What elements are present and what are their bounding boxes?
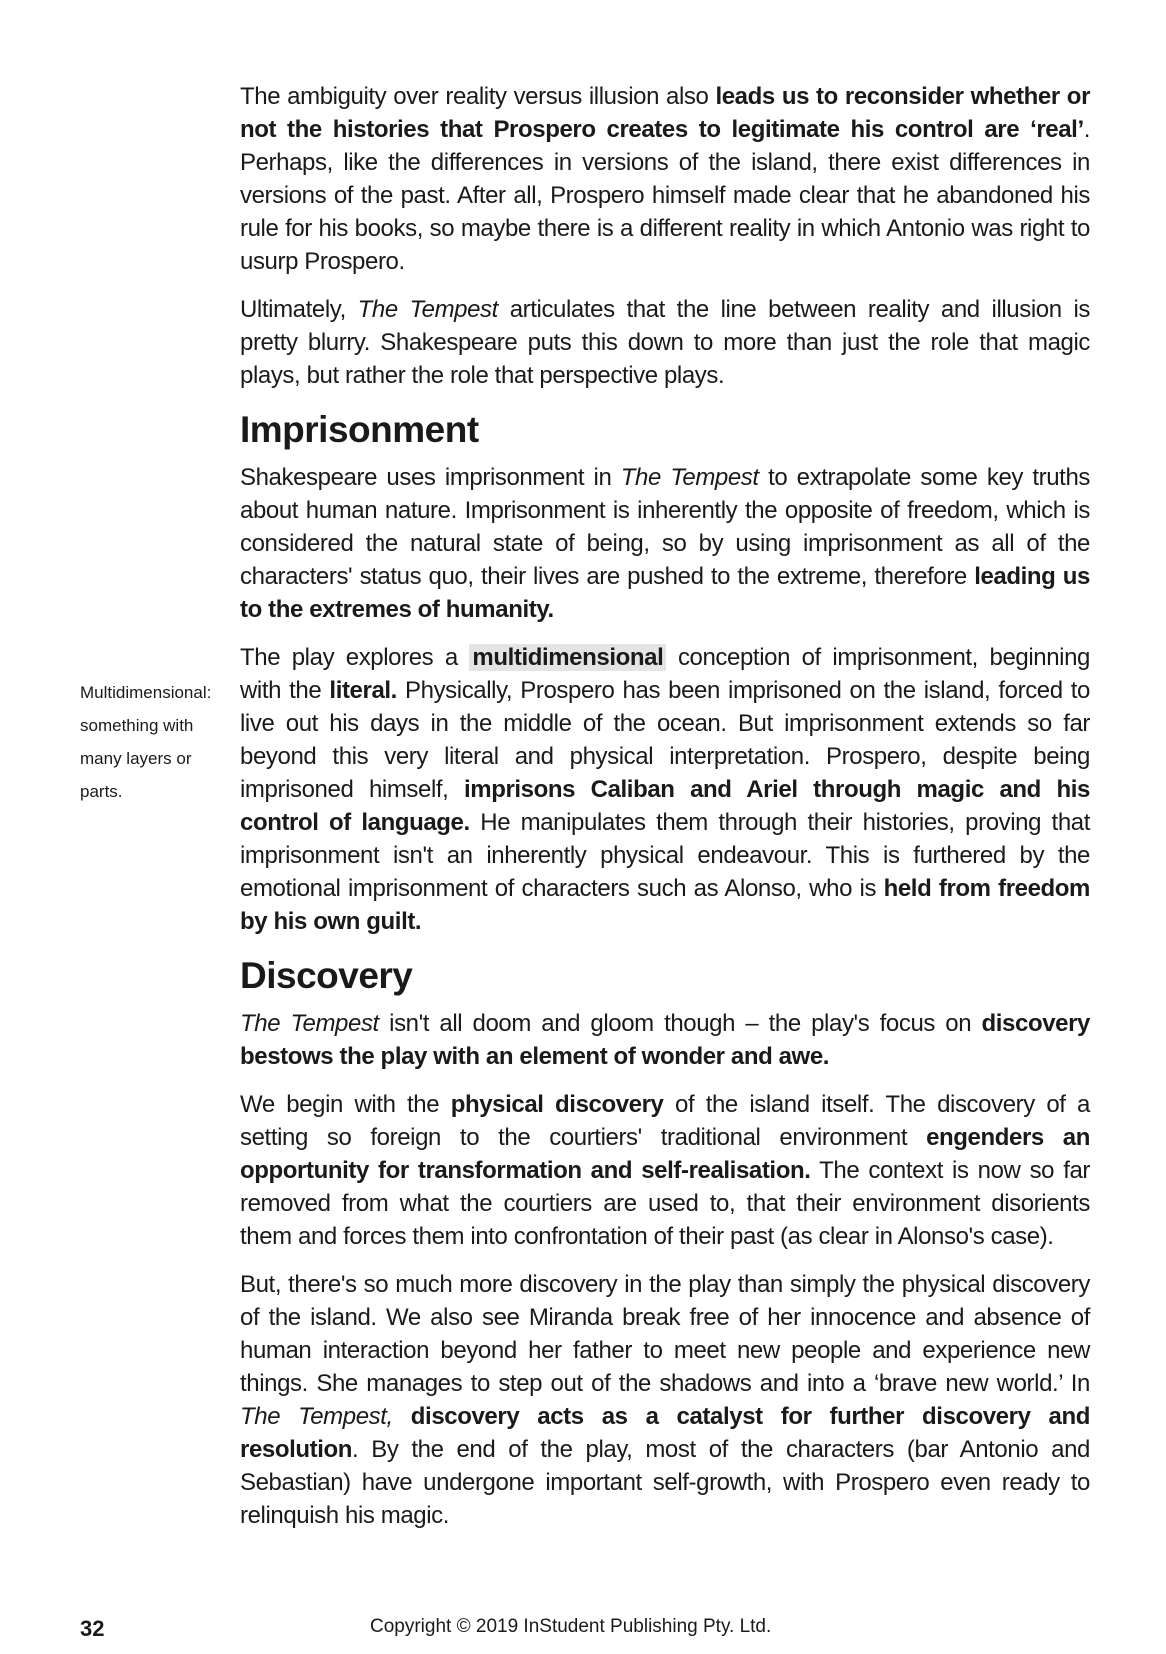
bold-run: held from freedom by his own guilt. [240, 875, 1090, 935]
text-run: of the island itself. The discovery of a setting so foreign to the courtiers' traditional environment [240, 1091, 1090, 1151]
text-run: The context is now so far removed from what the courtiers are used to, that their environment disorients them and forces them into confrontation of their past (as clear in Alonso's case). [240, 1157, 1090, 1250]
bold-run: leading us to the extremes of humanity. [240, 563, 1090, 623]
italic-run: The Tempest [620, 464, 759, 491]
text-run: Shakespeare uses imprisonment in [240, 464, 621, 491]
italic-run: The Tempest, [240, 1403, 393, 1430]
bold-run: literal. [329, 677, 397, 704]
bold-run: physical discovery [450, 1091, 664, 1118]
paragraph-multidimensional [240, 641, 1090, 938]
text-run: We begin with the [240, 1091, 451, 1118]
text-run: . By the end of the play, most of the characters (bar Antonio and Sebastian) have undergone important self-growth, with Prospero even ready to relinquish his magic. [240, 1436, 1090, 1529]
text-run: The play explores a [240, 644, 470, 671]
copyright-footer: Copyright © 2019 InStudent Publishing Pty. Ltd. [370, 1616, 772, 1637]
paragraph-further-discovery [240, 1268, 1090, 1532]
text-run: conception of imprisonment, beginning with the [240, 644, 1091, 704]
bold-run: imprisons Caliban and Ariel through magic and his control of language. [240, 776, 1090, 836]
text-run: Ultimately, [240, 296, 358, 323]
italic-run: The Tempest [240, 1010, 379, 1037]
text-run: . Perhaps, like the differences in versions of the island, there exist differences in versions of the past. After all, Prospero himself made clear that he abandoned his rule for his books, so maybe there is a different reality in which Antonio was right to usurp Prospero. [240, 116, 1090, 275]
bold-run: discovery acts as a catalyst for further discovery and resolution [240, 1403, 1090, 1463]
bold-run: discovery bestows the play with an element of wonder and awe. [240, 1010, 1090, 1070]
text-run: But, there's so much more discovery in the play than simply the physical discovery of the island. We also see Miranda break free of her innocence and absence of human interaction beyond her father to meet new people and experience new things. She manages to step out of the shadows and into a ‘brave new world.’ In [240, 1271, 1090, 1397]
text-run: The ambiguity over reality versus illusion also [240, 83, 716, 110]
paragraph-ultimately [240, 293, 1090, 392]
heading-imprisonment: Imprisonment [240, 409, 479, 450]
text-run [393, 1403, 411, 1430]
heading-discovery: Discovery [240, 955, 413, 996]
text-run: articulates that the line between reality and illusion is pretty blurry. Shakespeare puts this down to more than just the role that magic plays, but rather the role that perspective plays. [240, 296, 1090, 389]
bold-run: engenders an opportunity for transformation and self-realisation. [240, 1124, 1091, 1184]
highlighted-term: multidimensional [469, 644, 666, 671]
paragraph-reality-illusion [240, 80, 1090, 278]
main-column [240, 80, 1090, 1547]
text-run: isn't all doom and gloom though – the play's focus on [378, 1010, 982, 1037]
page-number: 32 [80, 1616, 105, 1641]
paragraph-discovery-intro [240, 1007, 1090, 1073]
margin-note-multidimensional: Multidimensional: something with many layers or parts. [80, 683, 212, 801]
paragraph-physical-discovery [240, 1088, 1090, 1253]
text-run: Physically, Prospero has been imprisoned on the island, forced to live out his days in the middle of the ocean. But imprisonment extends so far beyond this very literal and physical interpretation. Prospero, despite being imprisoned himself, [240, 677, 1090, 803]
text-run: to extrapolate some key truths about human nature. Imprisonment is inherently the opposite of freedom, which is considered the natural state of being, so by using imprisonment as all of the characters' status quo, their lives are pushed to the extreme, therefore [240, 464, 1091, 590]
bold-run: leads us to reconsider whether or not the histories that Prospero creates to legitimate his control are ‘real’ [240, 83, 1091, 143]
paragraph-imprisonment-intro [240, 461, 1090, 626]
text-run: He manipulates them through their histories, proving that imprisonment isn't an inherently physical endeavour. This is furthered by the emotional imprisonment of characters such as Alonso, who is [240, 809, 1090, 902]
italic-run: The Tempest [357, 296, 498, 323]
